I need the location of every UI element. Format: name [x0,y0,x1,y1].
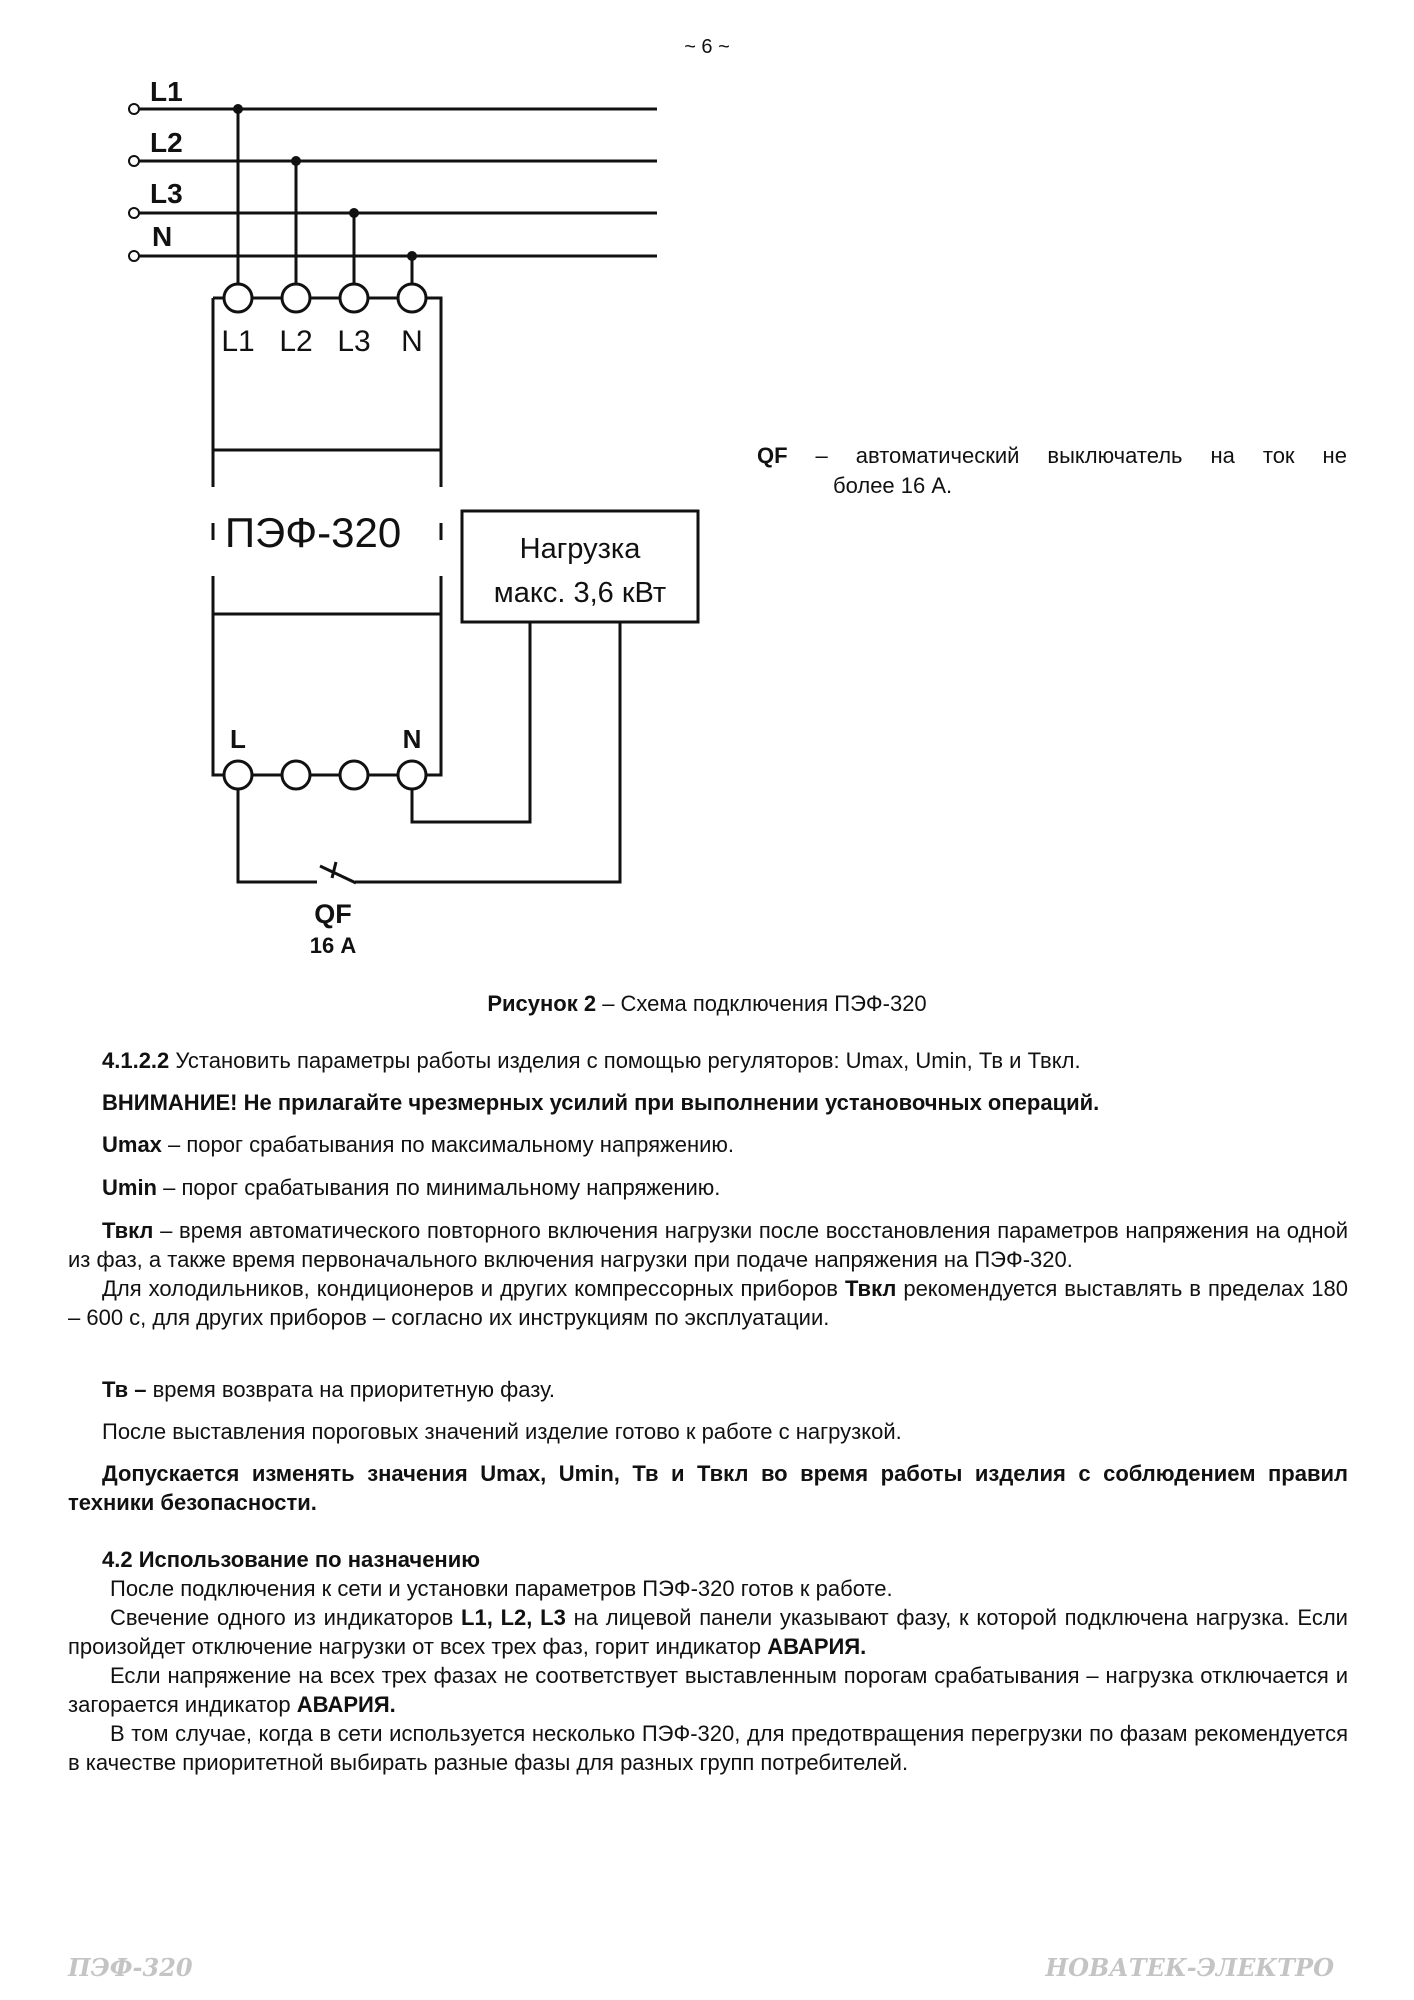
qf-note-word: не [1322,443,1347,468]
terminal-label-l3: L3 [337,325,371,358]
terminal-top-n [398,284,426,312]
line-label-l2: L2 [150,127,183,158]
line-label-l3: L3 [150,178,183,209]
junction-l1 [233,104,243,114]
bottom-label-l: L [230,724,246,754]
junction-l3 [349,208,359,218]
terminal-bottom-2 [282,761,310,789]
qf-note-word: автоматический [855,443,1020,468]
attention-warning: ВНИМАНИЕ! Не прилагайте чрезмерных усилий при выполнении установочных операций. [102,1090,1100,1115]
figure-caption-text: – Схема подключения ПЭФ-320 [596,991,927,1016]
line-label-l1: L1 [150,76,183,107]
terminal-label-n: N [401,325,423,358]
footer-model: ПЭФ-320 [68,1953,193,1982]
qf-note-word: на [1210,443,1235,468]
qf-note-term: QF [757,443,788,468]
line-label-n: N [152,221,173,252]
terminal-bottom-l [224,761,252,789]
figure-caption [0,991,1414,1017]
bottom-label-n: N [402,724,422,754]
wire-n-to-load [412,622,530,822]
qf-note-continuation: более 16 А. [833,473,953,498]
wire-breaker-to-load [238,622,620,882]
junction-l2 [291,156,301,166]
page-number: ~ 6 ~ [684,36,730,58]
qf-note [757,441,1347,501]
breaker-contact [320,866,356,883]
qf-note-word: выключатель [1047,443,1183,468]
breaker-rating: 16 А [309,933,357,958]
tv-definition: Тв – время возврата на приоритетную фазу. [102,1377,555,1402]
terminal-bottom-n [398,761,426,789]
terminal-top-l2 [282,284,310,312]
umin-definition: Umin – порог срабатывания по минимальному напряжению. [102,1175,721,1200]
input-terminal-l1 [129,104,139,114]
load-label-2: макс. 3,6 кВт [493,577,667,609]
breaker-label: QF [314,899,352,929]
terminal-bottom-3 [340,761,368,789]
section-4-2: 4.2 Использование по назначению После подключения к сети и установки параметров ПЭФ-320 готов к работе. Свечение одного из индикаторов L1, L2, L3 на лицевой панели указывают фазу, к которой подключена нагрузка. Если произойдет отключение нагрузки от всех трех фаз, горит индикатор АВАРИЯ. Если напряжение на всех трех фазах не соответствует выставленным порогам срабатывания – нагрузка отключается и загорается индикатор АВАРИЯ. В том случае, когда в сети используется несколько ПЭФ-320, для предотвращения перегрузки по фазам рекомендуется в качестве приоритетной выбирать разные фазы для разных групп потребителей. [68,1547,1348,1775]
ready-paragraph: После выставления пороговых значений изделие готово к работе с нагрузкой. [102,1419,902,1444]
qf-note-word: ток [1262,443,1295,468]
paragraph-4-1-2-2: 4.1.2.2 Установить параметры работы изделия с помощью регуляторов: Umax, Umin, Тв и Твкл. [102,1048,1081,1073]
allowed-paragraph: Допускается изменять значения Umax, Umin, Тв и Твкл во время работы изделия с соблюдением правил техники безопасности. [68,1461,1348,1515]
section-title: 4.2 Использование по назначению [102,1547,481,1572]
terminal-label-l2: L2 [279,325,313,358]
device-top-section [213,298,441,450]
input-terminal-l2 [129,156,139,166]
footer-company: НОВАТЕК-ЭЛЕКТРО [1045,1953,1334,1982]
terminal-top-l1 [224,284,252,312]
tvkl-definition: Твкл – время автоматического повторного включения нагрузки после восстановления параметров напряжения на одной из фаз, а также время первоначального включения нагрузки при подаче напряжения на ПЭФ-320. Для холодильников, кондиционеров и других компрессорных приборов Твкл рекомендуется выставлять в пределах 180 – 600 с, для других приборов – согласно их инструкциям по эксплуатации. [68,1218,1348,1330]
umax-definition: Umax – порог срабатывания по максимальному напряжению. [102,1132,734,1157]
input-terminal-l3 [129,208,139,218]
input-terminal-n [129,251,139,261]
terminal-top-l3 [340,284,368,312]
figure-caption-label: Рисунок 2 [487,991,597,1016]
qf-note-word: – [815,443,828,468]
terminal-label-l1: L1 [221,325,255,358]
device-name: ПЭФ-320 [224,509,402,556]
junction-n [407,251,417,261]
load-label-1: Нагрузка [519,533,641,565]
